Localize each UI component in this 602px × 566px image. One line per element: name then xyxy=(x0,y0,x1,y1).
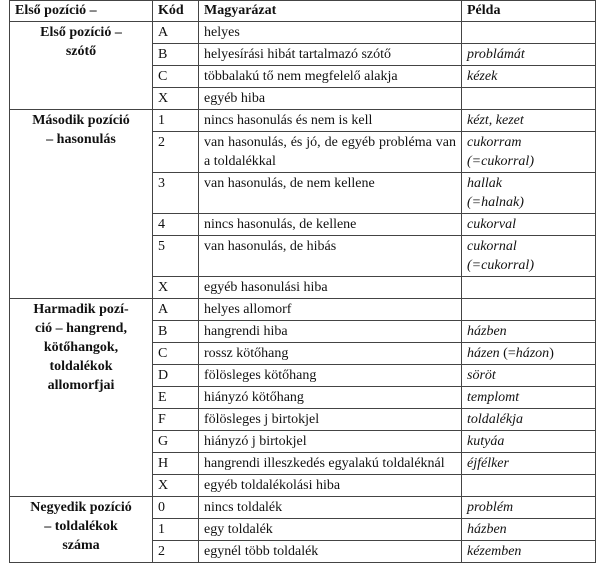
code-cell: 2 xyxy=(153,132,199,173)
code-cell: E xyxy=(153,387,199,409)
explanation-cell: hiányzó kötőhang xyxy=(199,387,462,409)
example-cell: cukorval xyxy=(462,214,596,236)
explanation-cell: helyesírási hibát tartalmazó szótő xyxy=(199,44,462,66)
example-line: (=cukorral) xyxy=(467,258,534,273)
explanation-cell: van hasonulás, de hibás xyxy=(199,236,462,277)
explanation-cell: egyéb toldalékolási hiba xyxy=(199,475,462,497)
explanation-cell: nincs hasonulás és nem is kell xyxy=(199,110,462,132)
code-cell: 1 xyxy=(153,519,199,541)
example-cell: éjfélker xyxy=(462,453,596,475)
example-line: (=cukorral) xyxy=(467,154,534,169)
code-table-container xyxy=(9,0,595,563)
example-line: cukornal xyxy=(467,239,517,254)
example-line: hallak xyxy=(467,176,502,191)
position-label-line: kötőhangok, xyxy=(43,340,119,355)
explanation-cell: van hasonulás, de nem kellene xyxy=(199,173,462,214)
code-cell: B xyxy=(153,44,199,66)
code-cell: X xyxy=(153,88,199,110)
example-cell xyxy=(462,343,596,365)
explanation-cell: egynél több toldalék xyxy=(199,541,462,563)
code-cell: 5 xyxy=(153,236,199,277)
code-cell: A xyxy=(153,299,199,321)
code-cell: D xyxy=(153,365,199,387)
header-position: Első pozíció – xyxy=(10,1,153,22)
code-cell: G xyxy=(153,431,199,453)
example-cell xyxy=(462,475,596,497)
example-cell: kutyáa xyxy=(462,431,596,453)
position-label-line: – toldalékok xyxy=(44,519,118,534)
example-cell: söröt xyxy=(462,365,596,387)
code-cell: 3 xyxy=(153,173,199,214)
example-cell: problámát xyxy=(462,44,596,66)
example-cell: problém xyxy=(462,497,596,519)
code-cell: X xyxy=(153,277,199,299)
code-cell: A xyxy=(153,22,199,44)
code-cell: H xyxy=(153,453,199,475)
code-cell: 2 xyxy=(153,541,199,563)
code-cell: F xyxy=(153,409,199,431)
example-cell xyxy=(462,88,596,110)
position-label-line: Első pozíció – xyxy=(40,25,122,40)
position-label-line: toldalékok xyxy=(49,359,113,374)
explanation-cell: rossz kötőhang xyxy=(199,343,462,365)
position-label-line: szótő xyxy=(65,44,97,59)
explanation-cell: egyéb hiba xyxy=(199,88,462,110)
explanation-cell: egyéb hasonulási hiba xyxy=(199,277,462,299)
example-cell xyxy=(462,236,596,277)
position-label-first xyxy=(10,22,153,110)
explanation-cell: hangrendi illeszkedés egyalakú toldaléknál xyxy=(199,453,462,475)
table-row xyxy=(10,22,596,44)
explanation-cell: fölösleges j birtokjel xyxy=(199,409,462,431)
example-cell: templomt xyxy=(462,387,596,409)
example-line: cukorram xyxy=(467,135,522,150)
position-label-line: allomorfjai xyxy=(47,378,115,393)
example-paren: ) xyxy=(549,346,554,361)
example-correction: házon xyxy=(515,346,550,361)
position-label-line: száma xyxy=(62,538,100,553)
example-cell: házben xyxy=(462,519,596,541)
header-explanation: Magyarázat xyxy=(199,1,462,22)
code-cell: 1 xyxy=(153,110,199,132)
explanation-cell: nincs hasonulás, de kellene xyxy=(199,214,462,236)
position-label-line: Második pozíció xyxy=(32,113,130,128)
header-example: Példa xyxy=(462,1,596,22)
example-cell: kézek xyxy=(462,66,596,88)
explanation-cell: hiányzó j birtokjel xyxy=(199,431,462,453)
example-cell xyxy=(462,277,596,299)
table-row xyxy=(10,110,596,132)
explanation-cell: nincs toldalék xyxy=(199,497,462,519)
header-row xyxy=(10,1,596,22)
position-label-third xyxy=(10,299,153,497)
example-paren: (= xyxy=(499,346,516,361)
example-cell: kézt, kezet xyxy=(462,110,596,132)
explanation-cell: többalakú tő nem megfelelő alakja xyxy=(199,66,462,88)
position-label-line: – hasonulás xyxy=(46,132,116,147)
code-cell: 4 xyxy=(153,214,199,236)
explanation-cell: hangrendi hiba xyxy=(199,321,462,343)
code-cell: X xyxy=(153,475,199,497)
header-code: Kód xyxy=(153,1,199,22)
example-cell xyxy=(462,173,596,214)
example-cell xyxy=(462,299,596,321)
code-cell: B xyxy=(153,321,199,343)
position-label-fourth xyxy=(10,497,153,563)
explanation-cell: helyes xyxy=(199,22,462,44)
code-cell: C xyxy=(153,66,199,88)
error-code-table xyxy=(9,0,596,563)
table-row xyxy=(10,299,596,321)
example-cell xyxy=(462,22,596,44)
explanation-cell: fölösleges kötőhang xyxy=(199,365,462,387)
position-label-line: Negyedik pozíció xyxy=(30,500,132,515)
example-cell: toldalékja xyxy=(462,409,596,431)
code-cell: C xyxy=(153,343,199,365)
code-cell: 0 xyxy=(153,497,199,519)
explanation-cell: helyes allomorf xyxy=(199,299,462,321)
example-cell: házben xyxy=(462,321,596,343)
example-word: házen xyxy=(467,346,500,361)
explanation-cell: egy toldalék xyxy=(199,519,462,541)
position-label-line: Harmadik pozí- xyxy=(33,302,129,317)
table-row xyxy=(10,497,596,519)
example-line: (=halnak) xyxy=(467,195,524,210)
example-cell: kézemben xyxy=(462,541,596,563)
example-cell xyxy=(462,132,596,173)
position-label-second xyxy=(10,110,153,299)
explanation-cell: van hasonulás, és jó, de egyéb probléma van a toldalékkal xyxy=(199,132,462,173)
position-label-line: ció – hangrend, xyxy=(35,321,127,336)
